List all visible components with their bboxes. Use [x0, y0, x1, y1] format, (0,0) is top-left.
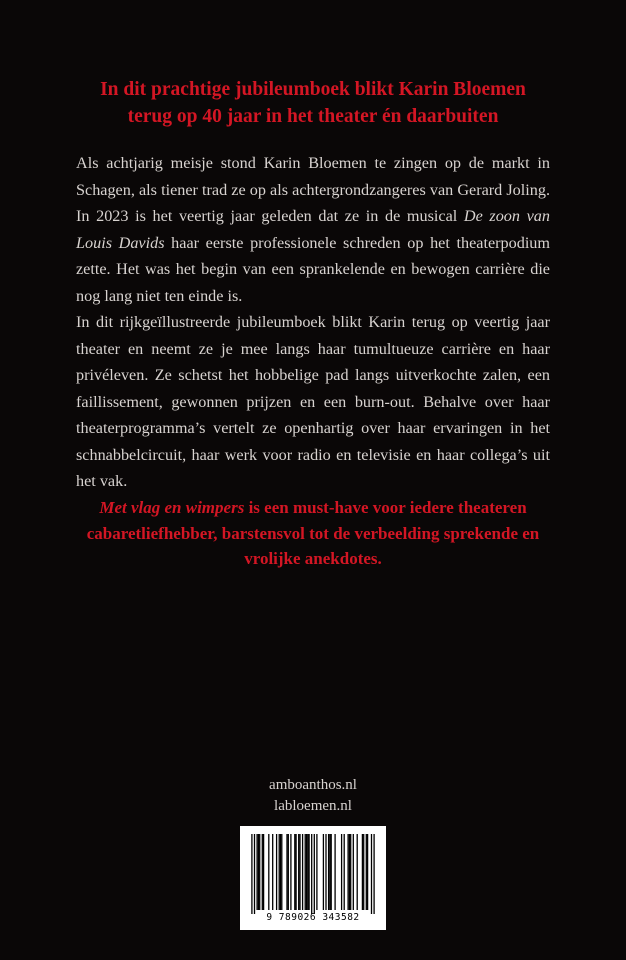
barcode-bar [334, 834, 335, 910]
barcode-bar [325, 834, 326, 910]
barcode-bar [314, 834, 315, 914]
barcode-bar [367, 834, 368, 910]
barcode-bar [363, 834, 364, 910]
barcode-bar [286, 834, 287, 910]
barcode-bar [344, 834, 345, 910]
website-links [0, 775, 626, 817]
tagline-rest: is een must-have voor iedere theateren cabaretliefhebber, barstensvol tot de verbeelding sprekende en vrolijke anekdotes. [86, 498, 540, 568]
paragraph-intro [76, 150, 550, 309]
barcode-bar [353, 834, 354, 910]
tagline [66, 495, 560, 572]
barcode-bar [288, 834, 289, 910]
musical-title: De zoon van Louis Davids [76, 207, 550, 252]
barcode-bar [307, 834, 308, 910]
barcode-bar [295, 834, 296, 910]
barcode-bar [268, 834, 269, 910]
barcode-bar [258, 834, 259, 910]
barcode-bar [308, 834, 309, 910]
paragraph-intro-part1: Als achtjarig meisje stond Karin Bloemen te zingen op de markt in Schagen, als tiener trad ze op als achtergrondzangeres van Gerard Joling. In 2023 is het veertig jaar geleden dat ze in de musical [76, 154, 550, 225]
barcode-bar [373, 834, 374, 914]
isbn-number: 9 789026 343582 [266, 912, 360, 923]
book-title: Met vlag en wimpers [99, 498, 245, 517]
barcode-bar [298, 834, 299, 910]
barcode-bar [306, 834, 307, 910]
barcode-bar [341, 834, 342, 910]
barcode-bar [256, 834, 257, 910]
barcode-bar [347, 834, 348, 910]
barcode-bar [263, 834, 264, 910]
barcode-bar [251, 834, 252, 914]
barcode-bar [302, 834, 303, 910]
headline [40, 76, 586, 130]
barcode-bar [323, 834, 324, 910]
barcode-bar [259, 834, 260, 910]
paragraph-intro-part2: haar eerste professionele schreden op het theaterpodium zette. Het was het begin van een sprankelende en bewogen carrière die nog lang niet ten einde is. [76, 233, 550, 305]
paragraph-summary: In dit rijkgeïllustreerde jubileumboek blikt Karin terug op veertig jaar theater en neemt ze je mee langs haar tumultueuze carrière en haar privéleven. Ze schetst het hobbelige pad langs uitverkochte zalen, een faillissement, gewonnen prijzen en een burn-out. Behalve over haar theaterprogramma’s vertelt ze openhartig over haar ervaringen in het schnabbelcircuit, haar werk voor radio en televisie en haar collega’s uit het vak. [76, 313, 550, 490]
barcode-bar [311, 834, 312, 914]
barcode-bar [262, 834, 263, 910]
barcode-bar [371, 834, 372, 914]
headline-line-2: terug op 40 jaar in het theater én daarbuiten [127, 106, 499, 127]
barcode-bar [279, 834, 280, 910]
barcode-bar [349, 834, 350, 910]
barcode-bar [362, 834, 363, 910]
author-url[interactable]: labloemen.nl [274, 798, 352, 814]
barcode-bar [350, 834, 351, 910]
isbn-barcode [240, 826, 386, 930]
barcode-bar [280, 834, 281, 910]
barcode-bar [305, 834, 306, 910]
barcode-bar [316, 834, 317, 910]
barcode-bar [366, 834, 367, 910]
barcode-bar [254, 834, 255, 914]
barcode-bar [276, 834, 277, 910]
barcode-bar [281, 834, 282, 910]
barcode-bar [294, 834, 295, 910]
barcode-bar [328, 834, 329, 910]
barcode-bar [290, 834, 291, 910]
barcode-bar [272, 834, 273, 910]
headline-line-1: In dit prachtige jubileumboek blikt Karin Bloemen [100, 79, 526, 100]
publisher-url[interactable]: amboanthos.nl [269, 777, 357, 793]
barcode-bar [299, 834, 300, 910]
barcode-bar [357, 834, 358, 910]
barcode-bar [329, 834, 330, 910]
barcode-bar [331, 834, 332, 910]
